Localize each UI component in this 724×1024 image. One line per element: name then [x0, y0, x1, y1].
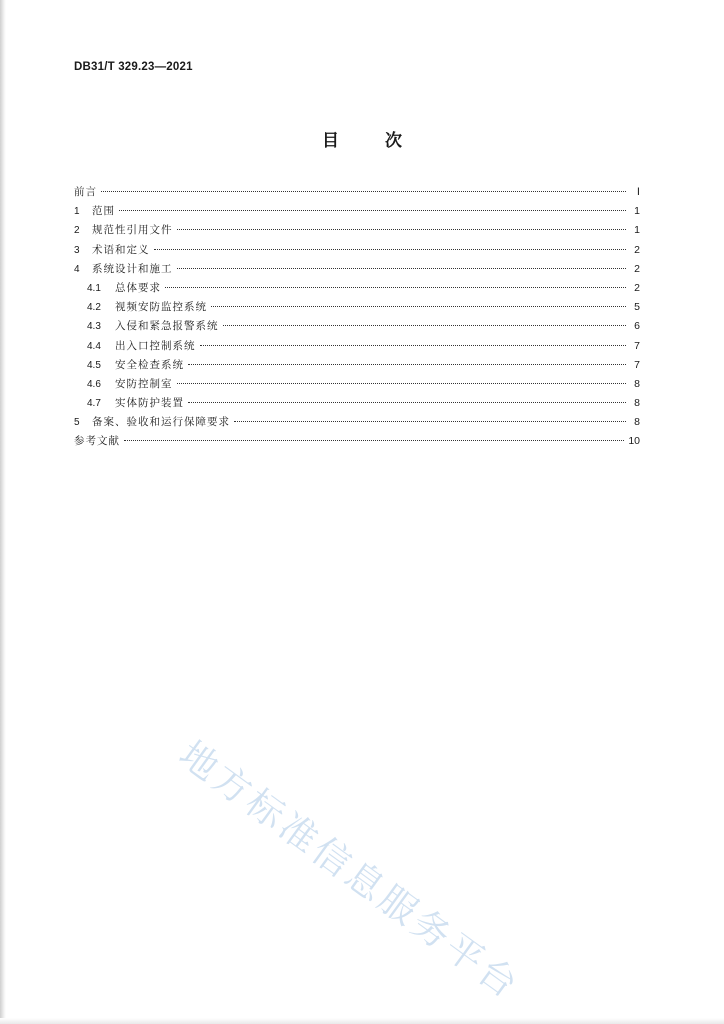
toc-entry[interactable] [74, 376, 640, 395]
toc-leader-dots [223, 325, 627, 326]
toc-entry-number: 4 [74, 263, 80, 275]
toc-entry[interactable] [74, 338, 640, 357]
toc-entry[interactable] [74, 203, 640, 222]
toc-entry-page: 1 [634, 224, 640, 237]
toc-leader-dots [119, 210, 626, 211]
toc-entry-page: 8 [634, 397, 640, 410]
toc-entry-page: 7 [634, 358, 640, 371]
toc-entry-label: 术语和定义 [92, 243, 150, 256]
toc-leader-dots [211, 306, 626, 307]
toc-entry-label: 安全检查系统 [115, 358, 184, 371]
toc-entry-label: 前言 [74, 186, 97, 198]
toc-entry[interactable] [74, 184, 640, 203]
toc-entry-page: Ⅰ [636, 186, 640, 198]
watermark: 地方标准信息服务平台 [171, 732, 529, 1009]
toc-entry-number: 5 [74, 417, 80, 429]
toc-entry[interactable] [74, 318, 640, 337]
toc-leader-dots [177, 268, 627, 269]
toc-entry-label: 总体要求 [115, 281, 161, 294]
scan-edge [0, 0, 6, 1024]
toc-entry[interactable] [74, 357, 640, 376]
toc-leader-dots [124, 440, 624, 441]
toc-entry-page: 7 [634, 339, 640, 352]
toc-entry-page: 1 [634, 205, 640, 218]
toc-entry-number: 4.5 [87, 359, 101, 371]
toc-entry-number: 4.1 [87, 282, 101, 294]
toc-leader-dots [154, 249, 627, 250]
toc-entry-label: 出入口控制系统 [115, 339, 196, 352]
toc-entry-label: 规范性引用文件 [92, 224, 173, 237]
toc-entry[interactable] [74, 433, 640, 452]
toc-entry-page: 6 [634, 320, 640, 333]
page-title: 目次 [322, 131, 448, 151]
toc-entry-number: 4.7 [87, 398, 101, 410]
toc-entry[interactable] [74, 242, 640, 261]
toc-entry[interactable] [74, 222, 640, 241]
toc-entry-page: 8 [634, 416, 640, 429]
toc-entry-label: 安防控制室 [115, 377, 173, 390]
table-of-contents [74, 184, 640, 453]
document-code: DB31/T 329.23—2021 [74, 61, 193, 73]
toc-entry-number: 3 [74, 244, 80, 256]
toc-entry-number: 4.3 [87, 321, 101, 333]
toc-entry-label: 实体防护装置 [115, 397, 184, 410]
toc-entry-page: 2 [634, 281, 640, 294]
toc-leader-dots [234, 421, 626, 422]
toc-entry-page: 5 [634, 301, 640, 314]
toc-entry-label: 范围 [92, 205, 115, 218]
toc-leader-dots [177, 229, 627, 230]
toc-entry-page: 2 [634, 262, 640, 275]
toc-entry-number: 4.6 [87, 378, 101, 390]
toc-leader-dots [200, 345, 627, 346]
toc-entry-label: 备案、验收和运行保障要求 [92, 416, 230, 429]
toc-entry[interactable] [74, 299, 640, 318]
toc-leader-dots [165, 287, 626, 288]
toc-entry-label: 入侵和紧急报警系统 [115, 320, 219, 333]
toc-entry-page: 8 [634, 377, 640, 390]
toc-leader-dots [177, 383, 627, 384]
toc-entry-number: 1 [74, 206, 80, 218]
toc-entry-label: 视频安防监控系统 [115, 301, 207, 314]
toc-leader-dots [188, 364, 626, 365]
toc-entry[interactable] [74, 414, 640, 433]
toc-entry-number: 4.4 [87, 340, 101, 352]
toc-entry-page: 2 [634, 243, 640, 256]
scan-bottom-edge [0, 1018, 724, 1024]
toc-leader-dots [188, 402, 626, 403]
toc-entry-page: 10 [628, 435, 640, 448]
toc-leader-dots [101, 191, 626, 192]
toc-entry-label: 参考文献 [74, 435, 120, 448]
toc-entry[interactable] [74, 261, 640, 280]
toc-entry-number: 4.2 [87, 302, 101, 314]
toc-entry[interactable] [74, 280, 640, 299]
toc-entry-number: 2 [74, 225, 80, 237]
toc-entry[interactable] [74, 395, 640, 414]
toc-entry-label: 系统设计和施工 [92, 262, 173, 275]
